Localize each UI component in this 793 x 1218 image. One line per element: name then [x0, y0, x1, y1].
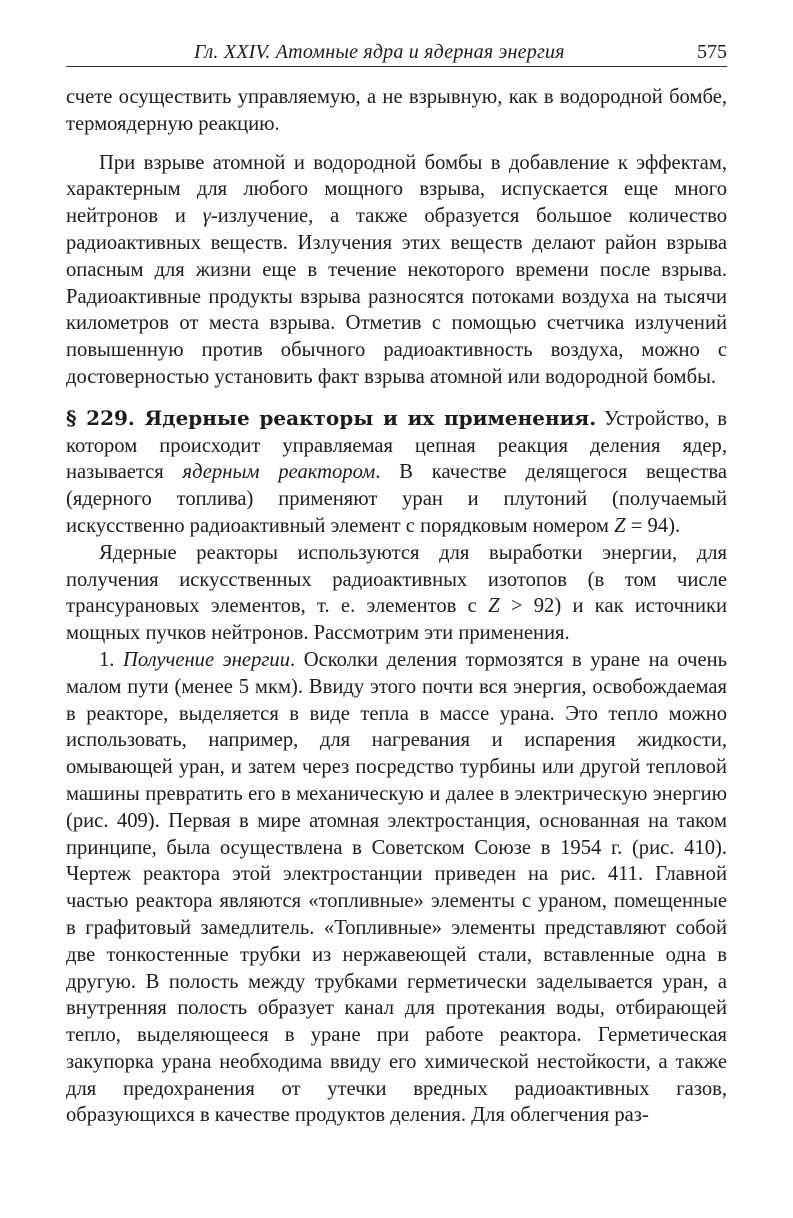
paragraph-energy-production	[66, 647, 727, 1129]
paragraph-explosion-effects	[66, 150, 727, 391]
section-heading: § 229. Ядерные реакторы и их применения.	[66, 405, 597, 430]
paragraph-text: . Осколки деления тормозятся в уране на очень малом пути (менее 5 мкм). Ввиду этого почти вся энергия, освобождаемая в реакторе, выделяется в виде тепла в массе урана. Это тепло можно использовать, например, для нагревания и испарения жидкости, омывающей уран, и затем через посредство турбины или другой тепловой машины превратить его в механическую и далее в электрическую энергию (рис. 409). Первая в мире атомная электростанция, основанная на таком принципе, была осуществлена в Советском Союзе в 1954 г. (рис. 410). Чертеж реактора этой электростанции приведен на рис. 411. Главной частью реактора являются «топливные» элементы с ураном, помещенные в графитовый замедлитель. «Топливные» элементы представляют собой две тонкостенные трубки из нержавеющей стали, вставленные одна в другую. В полость между трубками герметически заделывается уран, а внутренняя полость образует канал для протекания воды, отбирающей тепло, выделяющееся в уране при работе реактора. Герметическая закупорка урана необходима ввиду его химической нестойкости, а также для предохранения от утечки вредных радиоактивных газов, образующихся в качестве продуктов деления. Для облегчения раз-	[66, 648, 728, 1127]
z-symbol: Z	[614, 514, 626, 537]
page-number: 575	[697, 41, 727, 63]
page-body	[66, 84, 727, 1129]
paragraph-text: = 94).	[625, 514, 681, 537]
z-symbol: Z	[488, 595, 500, 618]
paragraph-reactor-uses	[66, 540, 727, 647]
paragraph-text: счете осуществить управляемую, а не взрывную, как в водородной бомбе, термоядерную реакцию.	[66, 86, 727, 135]
item-number: 1.	[99, 648, 123, 671]
term-energy-production: Получение энергии	[122, 648, 291, 671]
paragraph-text: . В качестве делящегося вещества (ядерного топлива) применяют уран и плутоний (получаемый искусственно радиоактивный элемент с порядковым номером	[66, 461, 727, 537]
paragraph-text: Ядерные реакторы используются для выработки энергии, для получения искусственных радиоактивных изотопов (в том числе трансурановых элементов, т. е. элементов с	[66, 541, 727, 618]
gamma-symbol: γ	[202, 205, 211, 228]
running-header	[66, 38, 727, 67]
paragraph-text: > 92) и как источники мощных пучков нейтронов. Рассмотрим эти применения.	[66, 595, 727, 645]
paragraph-continuation	[66, 84, 727, 138]
section-229	[66, 405, 727, 540]
term-nuclear-reactor: ядерным реактором	[182, 461, 376, 484]
paragraph-text: Устройство, в котором происходит управляемая цепная реакция деления ядер, называется	[66, 407, 727, 484]
paragraph-text: -излучение, а также образуется большое количество радиоактивных веществ. Излучения этих веществ делают район взрыва опасным для жизни еще в течение некоторого времени после взрыва. Радиоактивные продукты взрыва разносятся потоками воздуха на тысячи километров от места взрыва. Отметив с помощью счетчика излучений повышенную против обычного радиоактивность воздуха, можно с достоверностью установить факт взрыва атомной или водородной бомбы.	[66, 205, 727, 388]
chapter-title: Гл. XXIV. Атомные ядра и ядерная энергия	[194, 41, 565, 63]
paragraph-text: При взрыве атомной и водородной бомбы в добавление к эффектам, характерным для любого мощного взрыва, испускается еще много нейтронов и	[66, 151, 727, 228]
